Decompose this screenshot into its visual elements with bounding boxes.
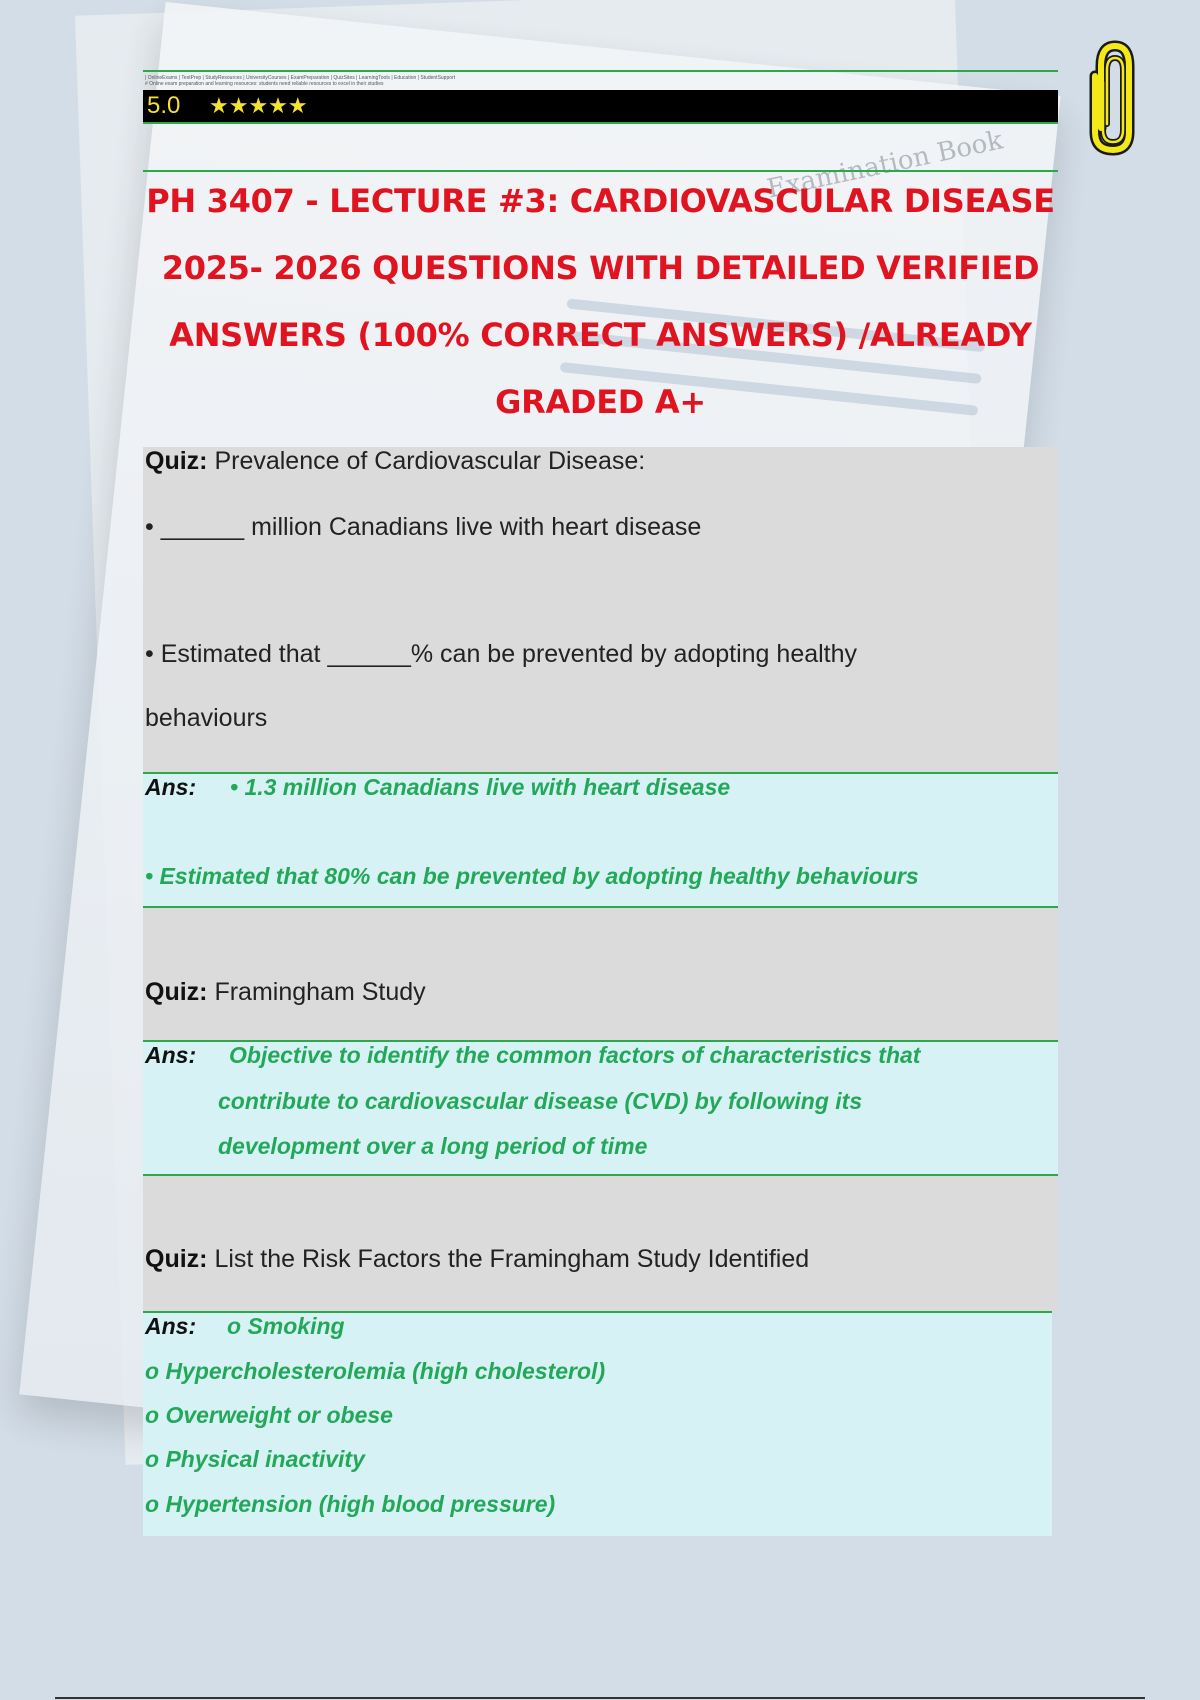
footer-rule [55, 1697, 1145, 1699]
answer-block-2 [143, 1040, 1058, 1176]
answer-line: o Hypercholesterolemia (high cholesterol) [145, 1358, 606, 1384]
background-book-title: Examination Book [764, 125, 1006, 205]
quiz-block-3 [143, 1176, 1058, 1311]
rating-stars: ★★★★★ [209, 93, 308, 119]
answer-line: Objective to identify the common factors of characteristics that [229, 1042, 921, 1068]
quiz-label: Quiz: [145, 978, 208, 1006]
title-line-1: PH 3407 - LECTURE #3: CARDIOVASCULAR DISEASE [146, 182, 1055, 220]
answer-line: o Overweight or obese [145, 1402, 393, 1428]
answer-line: • Estimated that 80% can be prevented by adopting healthy behaviours [145, 863, 919, 889]
rating-bar [143, 90, 1058, 124]
quiz-label: Quiz: [145, 1245, 208, 1273]
quiz-line: • Estimated that ______% can be prevented by adopting healthy [145, 640, 858, 668]
answer-label: Ans: [145, 774, 197, 800]
quiz-text: Prevalence of Cardiovascular Disease: [207, 447, 646, 475]
answer-line: contribute to cardiovascular disease (CVD) by following its [218, 1088, 863, 1114]
header-subtext-line: # Online exam preparation and learning resources: students need reliable resources to excel in their studies [145, 81, 384, 87]
title-line-2: 2025- 2026 QUESTIONS WITH DETAILED VERIFIED [161, 249, 1040, 287]
quiz-question-3 [145, 1245, 809, 1274]
rating-value: 5.0 [147, 92, 181, 119]
paperclip-icon [1083, 36, 1143, 156]
quiz-question-2 [145, 978, 426, 1007]
quiz-text: Framingham Study [207, 978, 426, 1006]
title-line-3: ANSWERS (100% CORRECT ANSWERS) /ALREADY [169, 316, 1032, 354]
answer-line: development over a long period of time [218, 1133, 648, 1159]
answer-line: o Smoking [227, 1313, 345, 1339]
quiz-line: • ______ million Canadians live with heart disease [145, 513, 702, 541]
quiz-block-1 [143, 447, 1058, 772]
answer-label: Ans: [145, 1313, 197, 1339]
answer-line: • 1.3 million Canadians live with heart disease [230, 774, 731, 800]
answer-block-3 [143, 1311, 1052, 1536]
answer-label: Ans: [145, 1042, 197, 1068]
answer-block-1 [143, 772, 1058, 908]
quiz-line: behaviours [145, 704, 268, 732]
answer-line: o Hypertension (high blood pressure) [145, 1491, 556, 1517]
quiz-block-2 [143, 908, 1058, 1040]
document-title [143, 168, 1058, 436]
quiz-label: Quiz: [145, 447, 208, 475]
top-rule [143, 70, 1058, 72]
quiz-text: List the Risk Factors the Framingham Study Identified [207, 1245, 810, 1273]
quiz-question-1 [145, 447, 645, 476]
header-tags-line: | OnlineExams | TestPrep | StudyResources | UniversityCourses | ExamPreparation | QuizSites | LearningTools | Education | StudentSupport [145, 75, 456, 81]
title-line-4: GRADED A+ [495, 383, 706, 421]
answer-line: o Physical inactivity [145, 1446, 365, 1472]
